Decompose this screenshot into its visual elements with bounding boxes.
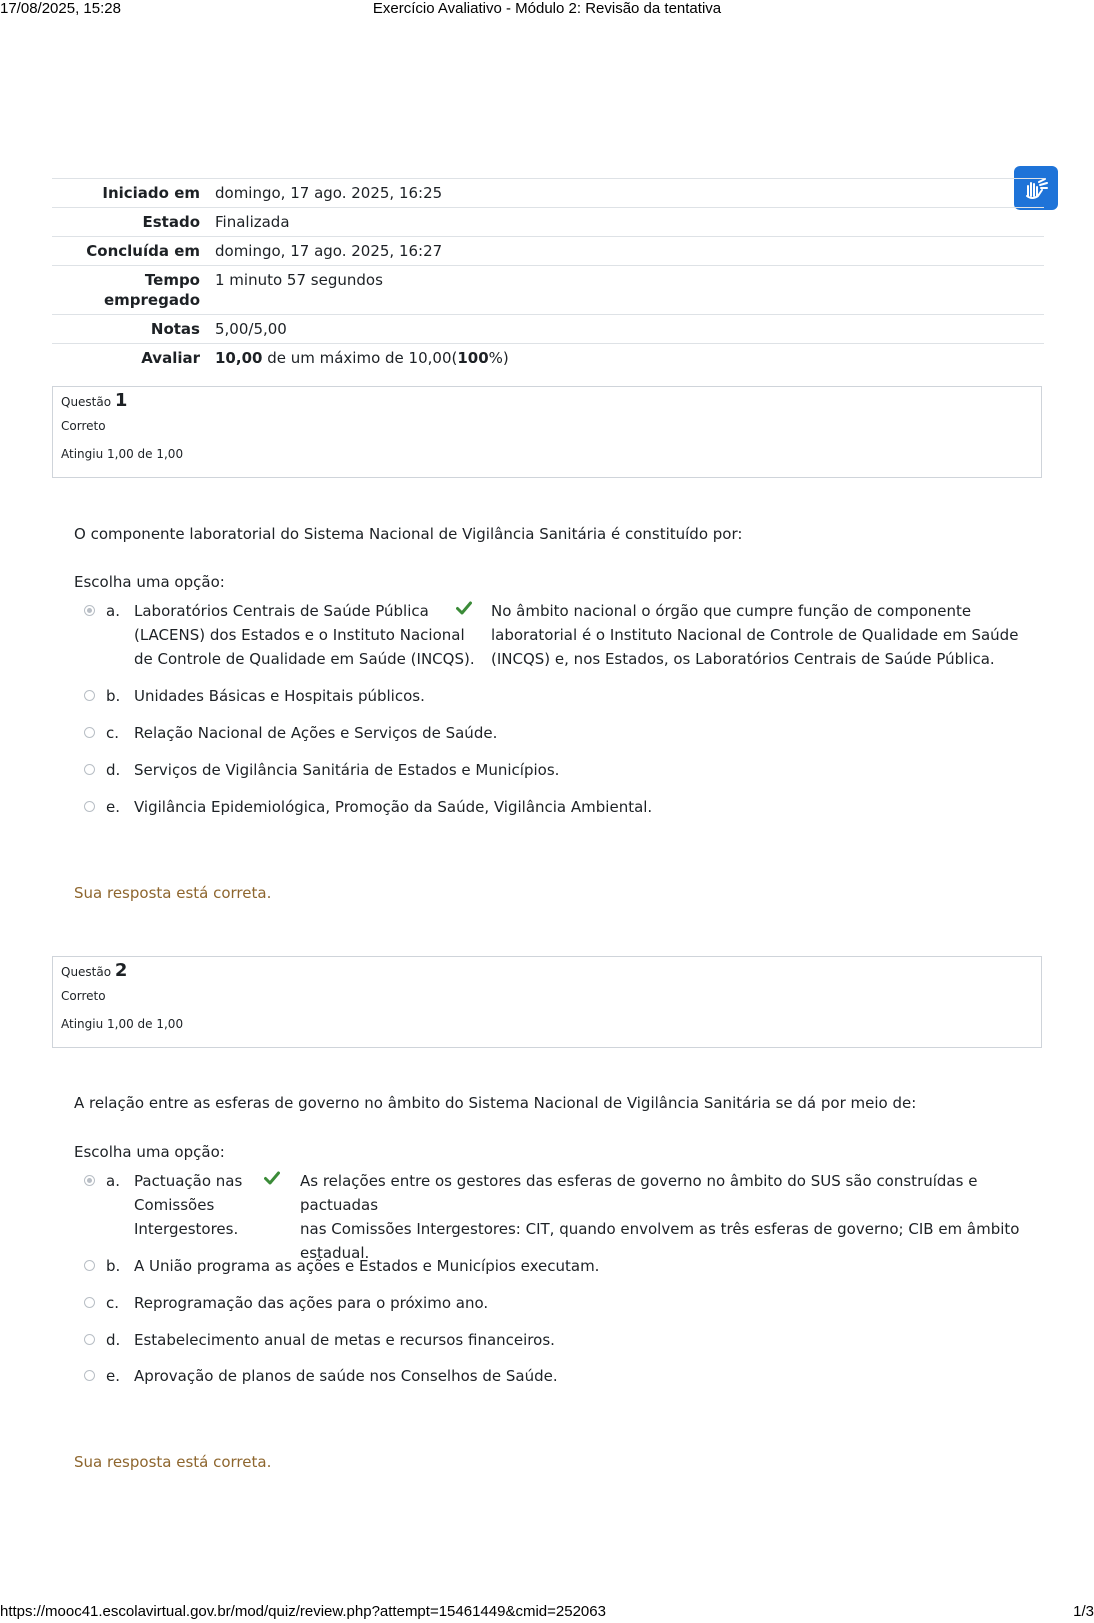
option-feedback — [491, 599, 1018, 671]
option-letter: a. — [106, 602, 120, 620]
attempt-summary-table — [52, 178, 1044, 372]
summary-value: Finalizada — [215, 213, 290, 231]
answer-option[interactable] — [84, 721, 1034, 745]
print-header — [0, 0, 1094, 18]
feedback-line: nas Comissões Intergestores: CIT, quando envolvem as três esferas de governo; CIB em âmbito — [300, 1220, 1020, 1238]
radio-unselected[interactable] — [84, 1370, 95, 1381]
answer-option[interactable] — [84, 1169, 1034, 1262]
radio-unselected[interactable] — [84, 801, 95, 812]
answer-feedback-correct: Sua resposta está correta. — [74, 884, 272, 902]
question-text: A relação entre as esferas de governo no âmbito do Sistema Nacional de Vigilância Sanitária se dá por meio de: — [74, 1094, 917, 1112]
question-status: Correto — [61, 989, 106, 1003]
option-text: Relação Nacional de Ações e Serviços de Saúde. — [134, 724, 498, 742]
check-icon — [456, 601, 472, 615]
option-text: Estabelecimento anual de metas e recursos financeiros. — [134, 1331, 555, 1349]
feedback-line: (INCQS) e, nos Estados, os Laboratórios Centrais de Saúde Pública. — [491, 650, 995, 668]
summary-value: domingo, 17 ago. 2025, 16:27 — [215, 242, 443, 260]
option-letter: a. — [106, 1172, 120, 1190]
radio-selected[interactable] — [84, 605, 95, 616]
option-text: A União programa as ações e Estados e Municípios executam. — [134, 1257, 600, 1275]
option-text-line: Pactuação nas — [134, 1172, 243, 1190]
feedback-line: estadual. — [300, 1244, 370, 1262]
radio-unselected[interactable] — [84, 1297, 95, 1308]
option-letter: b. — [106, 1257, 121, 1275]
summary-row-started — [52, 179, 1044, 208]
grade-end: %) — [488, 349, 509, 367]
option-letter: e. — [106, 1367, 120, 1385]
answer-option[interactable] — [84, 795, 1034, 819]
question-info-box — [52, 956, 1042, 1048]
print-page-number: 1/3 — [1073, 1603, 1094, 1620]
radio-unselected[interactable] — [84, 690, 95, 701]
question-text: O componente laboratorial do Sistema Nacional de Vigilância Sanitária é constituído por: — [74, 525, 743, 543]
option-letter: c. — [106, 1294, 120, 1312]
summary-label-line: Tempo — [144, 271, 200, 289]
option-text — [134, 1169, 242, 1241]
grade-score: 10,00 — [215, 349, 263, 367]
answer-option[interactable] — [84, 758, 1034, 782]
summary-value: domingo, 17 ago. 2025, 16:25 — [215, 184, 443, 202]
print-url: https://mooc41.escolavirtual.gov.br/mod/quiz/review.php?attempt=15461449&cmid=252063 — [0, 1603, 606, 1620]
question-number — [61, 390, 1033, 411]
check-icon — [264, 1171, 280, 1185]
summary-value — [208, 344, 1044, 373]
question-number — [61, 960, 1033, 981]
feedback-line: As relações entre os gestores das esferas de governo no âmbito do SUS são construídas e pactuadas — [300, 1172, 978, 1214]
option-text: Serviços de Vigilância Sanitária de Estados e Municípios. — [134, 761, 560, 779]
answer-option[interactable] — [84, 1291, 1034, 1315]
radio-unselected[interactable] — [84, 764, 95, 775]
summary-label — [52, 266, 208, 315]
question-mark: Atingiu 1,00 de 1,00 — [61, 1017, 184, 1031]
grade-mid: de um máximo de 10,00( — [262, 349, 458, 367]
option-text-line: Comissões — [134, 1196, 215, 1214]
question-label: Questão — [61, 395, 112, 409]
feedback-line: No âmbito nacional o órgão que cumpre função de componente — [491, 602, 972, 620]
option-letter: c. — [106, 724, 120, 742]
summary-label: Estado — [142, 213, 200, 231]
summary-label: Notas — [150, 320, 200, 338]
summary-row-grade — [52, 344, 1044, 373]
summary-row-state — [52, 208, 1044, 237]
option-text-line: Laboratórios Centrais de Saúde Pública — [134, 602, 429, 620]
option-letter: d. — [106, 761, 121, 779]
option-feedback — [300, 1169, 1034, 1265]
summary-row-completed — [52, 237, 1044, 266]
answer-option[interactable] — [84, 1364, 1034, 1388]
summary-value: 5,00/5,00 — [215, 320, 287, 338]
print-datetime: 17/08/2025, 15:28 — [0, 0, 121, 17]
summary-value: 1 minuto 57 segundos — [215, 271, 383, 289]
option-text: Vigilância Epidemiológica, Promoção da Saúde, Vigilância Ambiental. — [134, 798, 653, 816]
summary-label: Iniciado em — [102, 184, 200, 202]
answer-option[interactable] — [84, 684, 1034, 708]
radio-selected[interactable] — [84, 1175, 95, 1186]
option-text: Aprovação de planos de saúde nos Conselhos de Saúde. — [134, 1367, 558, 1385]
question-number-value: 2 — [114, 960, 128, 981]
option-text-line: de Controle de Qualidade em Saúde (INCQS). — [134, 650, 475, 668]
option-text: Reprogramação das ações para o próximo ano. — [134, 1294, 489, 1312]
option-text: Unidades Básicas e Hospitais públicos. — [134, 687, 425, 705]
summary-row-marks — [52, 315, 1044, 344]
summary-row-time — [52, 266, 1044, 315]
summary-label: Avaliar — [141, 349, 200, 367]
question-mark: Atingiu 1,00 de 1,00 — [61, 447, 184, 461]
radio-unselected[interactable] — [84, 727, 95, 738]
option-letter: e. — [106, 798, 120, 816]
option-letter: d. — [106, 1331, 121, 1349]
option-letter: b. — [106, 687, 121, 705]
summary-label-line: empregado — [103, 291, 200, 309]
answer-option[interactable] — [84, 1254, 1034, 1278]
option-text — [134, 599, 475, 671]
radio-unselected[interactable] — [84, 1334, 95, 1345]
print-footer — [0, 1603, 1094, 1621]
question-prompt: Escolha uma opção: — [74, 1143, 225, 1161]
grade-percent: 100 — [457, 349, 489, 367]
option-text-line: Intergestores. — [134, 1220, 239, 1238]
question-prompt: Escolha uma opção: — [74, 573, 225, 591]
radio-unselected[interactable] — [84, 1260, 95, 1271]
question-label: Questão — [61, 965, 112, 979]
answer-feedback-correct: Sua resposta está correta. — [74, 1453, 272, 1471]
feedback-line: laboratorial é o Instituto Nacional de Controle de Qualidade em Saúde — [491, 626, 1019, 644]
print-title: Exercício Avaliativo - Módulo 2: Revisão da tentativa — [372, 0, 722, 17]
question-status: Correto — [61, 419, 106, 433]
option-text-line: (LACENS) dos Estados e o Instituto Nacional — [134, 626, 465, 644]
answer-option[interactable] — [84, 1328, 1034, 1352]
question-info-box — [52, 386, 1042, 478]
question-number-value: 1 — [114, 390, 128, 411]
answer-option[interactable] — [84, 599, 1034, 671]
summary-label: Concluída em — [86, 242, 200, 260]
